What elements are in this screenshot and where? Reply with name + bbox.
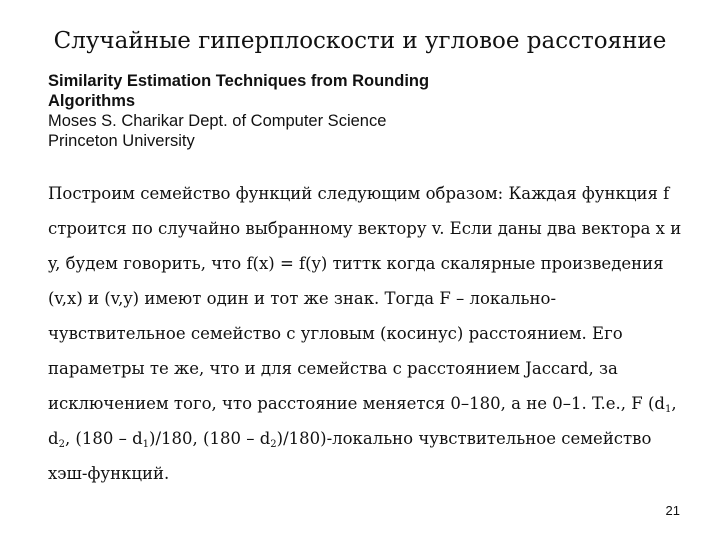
- paper-title-line-2: Algorithms: [48, 92, 136, 110]
- body-line-7-tail: ,: [671, 394, 677, 413]
- body-line-1: Построим семейство функций следующим образом: Каждая функция f: [48, 184, 670, 203]
- body-line-3: y, будем говорить, что f(x) = f(y) титтк когда скалярные произведения: [48, 254, 664, 273]
- body-line-8-part-4: )/180)-локально чувствительное семейство: [276, 429, 652, 448]
- body-line-7: [48, 392, 677, 416]
- body-line-8-part-2: , (180 – d: [64, 429, 143, 448]
- body-line-8-part-3: )/180, (180 – d: [149, 429, 271, 448]
- subscript: 1: [664, 404, 672, 415]
- slide-title: Случайные гиперплоскости и угловое расстояние: [53, 28, 667, 54]
- subscript: 2: [58, 439, 65, 450]
- body-line-2: строится по случайно выбранному вектору v. Если даны два вектора x и: [48, 219, 682, 238]
- paper-title-line-1: Similarity Estimation Techniques from Rounding: [48, 72, 430, 90]
- body-line-8: [48, 427, 651, 451]
- body-line-8-part-1: d: [48, 429, 59, 448]
- subscript: 1: [142, 439, 150, 450]
- body-line-9: хэш-функций.: [48, 464, 170, 483]
- body-line-7-text: исключением того, что расстояние меняется 0–180, а не 0–1. T.e., F (d: [48, 394, 665, 413]
- subscript: 2: [270, 439, 277, 450]
- paper-author: Moses S. Charikar Dept. of Computer Science: [48, 112, 387, 130]
- body-line-5: чувствительное семейство с угловым (косинус) расстоянием. Его: [48, 324, 623, 343]
- page-number: 21: [665, 503, 680, 518]
- body-line-4: (v,x) и (v,y) имеют один и тот же знак. Тогда F – локально-: [48, 289, 557, 308]
- paper-affiliation: Princeton University: [48, 132, 195, 150]
- paper-reference: [48, 71, 688, 151]
- body-line-6: параметры те же, что и для семейства с расстоянием Jaccard, за: [48, 359, 618, 378]
